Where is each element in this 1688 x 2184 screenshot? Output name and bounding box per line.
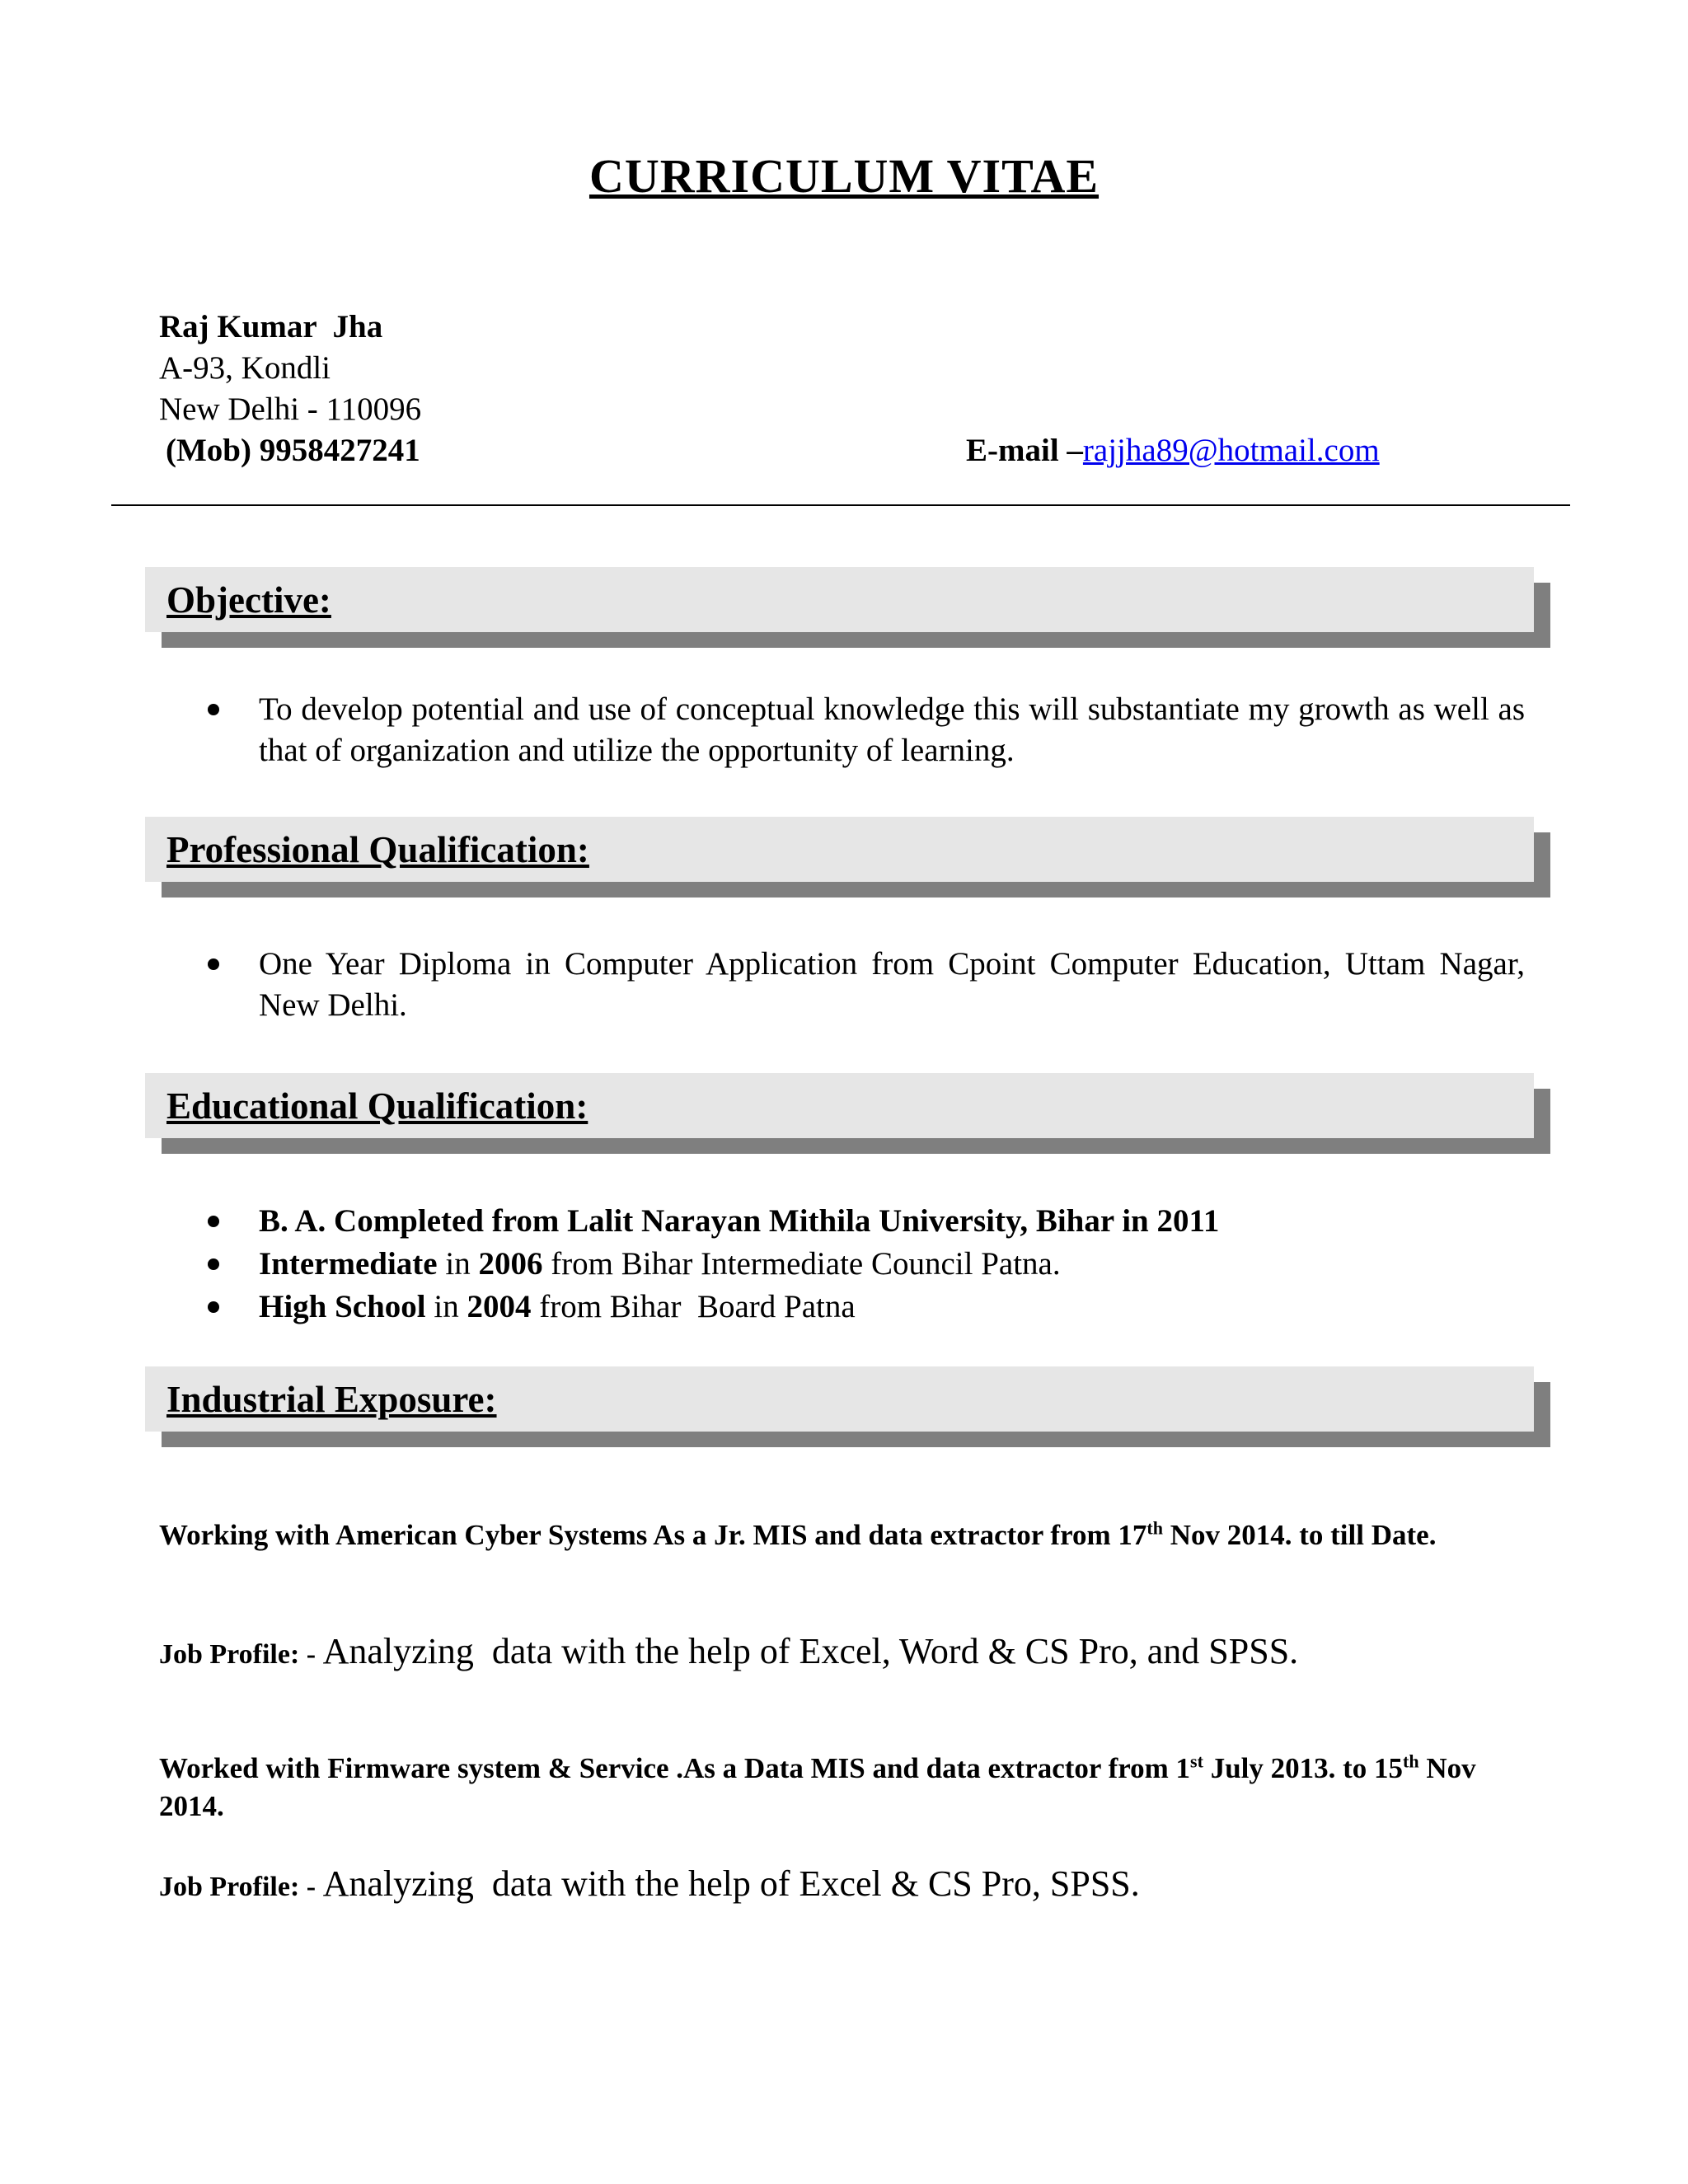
qualification-in: in	[425, 1289, 467, 1324]
section-title-industrial-exposure: Industrial Exposure:	[166, 1379, 497, 1420]
job-profile-text: Analyzing data with the help of Excel & CS Pro, SPSS.	[322, 1863, 1140, 1904]
job-description-mid: July 2013. to 15	[1203, 1752, 1404, 1784]
job-profile-label: Job Profile: -	[159, 1872, 323, 1902]
objective-list	[198, 689, 1525, 771]
educational-qualification-list	[198, 1200, 1525, 1329]
email-link[interactable]: rajjha89@hotmail.com	[1082, 433, 1380, 468]
job-description-end: Nov 2014.	[159, 1752, 1476, 1822]
ordinal-suffix: th	[1403, 1750, 1419, 1772]
qualification-name: Intermediate	[259, 1246, 438, 1282]
list-item: B. A. Completed from Lalit Narayan Mithila University, Bihar in 2011	[198, 1200, 1525, 1243]
header-divider	[111, 504, 1570, 506]
job-profile-2	[159, 1859, 1560, 1917]
job-entry-1	[159, 1516, 1511, 1554]
job-description: Working with American Cyber Systems As a Jr. MIS and data extractor from 17	[159, 1519, 1147, 1551]
qualification-year: 2004	[467, 1289, 532, 1324]
job-description: Worked with Firmware system & Service .As a Data MIS and data extractor from 1	[159, 1752, 1191, 1784]
ordinal-suffix: st	[1190, 1750, 1203, 1772]
qualification-detail: from Bihar Board Patna	[531, 1289, 856, 1324]
job-profile-1	[159, 1627, 1560, 1685]
section-header-objective	[145, 567, 1534, 632]
section-title-professional-qualification: Professional Qualification:	[166, 829, 589, 870]
section-title-objective: Objective:	[166, 579, 331, 621]
section-header-band	[145, 567, 1534, 632]
section-header-industrial-exposure	[145, 1366, 1534, 1432]
email-line	[966, 430, 1380, 471]
job-profile-label: Job Profile: -	[159, 1639, 323, 1670]
mobile-number: (Mob) 9958427241	[166, 433, 420, 468]
document-title: CURRICULUM VITAE	[588, 149, 1100, 203]
list-item	[198, 1243, 1525, 1286]
candidate-name: Raj Kumar Jha	[159, 309, 383, 344]
ordinal-suffix: th	[1146, 1517, 1163, 1539]
job-profile-text: Analyzing data with the help of Excel, Word & CS Pro, and SPSS.	[322, 1631, 1299, 1671]
job-entry-2	[159, 1750, 1511, 1825]
section-header-educational-qualification	[145, 1073, 1534, 1138]
email-label: E-mail –	[966, 433, 1083, 468]
section-header-professional-qualification	[145, 817, 1534, 882]
list-item	[198, 1286, 1525, 1329]
qualification-name: High School	[259, 1289, 426, 1324]
qualification-year: 2006	[478, 1246, 543, 1282]
list-item: One Year Diploma in Computer Application from Cpoint Computer Education, Uttam Nagar, New Delhi.	[198, 944, 1525, 1026]
list-item: To develop potential and use of conceptual knowledge this will substantiate my growth as well as that of organization and utilize the opportunity of learning.	[198, 689, 1525, 771]
address-line-1: A-93, Kondli	[159, 350, 331, 386]
job-description-end: Nov 2014. to till Date.	[1162, 1519, 1437, 1551]
section-title-educational-qualification: Educational Qualification:	[166, 1085, 588, 1127]
professional-qualification-list	[198, 944, 1525, 1026]
contact-block	[159, 307, 421, 471]
address-line-2: New Delhi - 110096	[159, 391, 422, 427]
qualification-in: in	[437, 1246, 479, 1282]
qualification-detail: from Bihar Intermediate Council Patna.	[542, 1246, 1061, 1282]
